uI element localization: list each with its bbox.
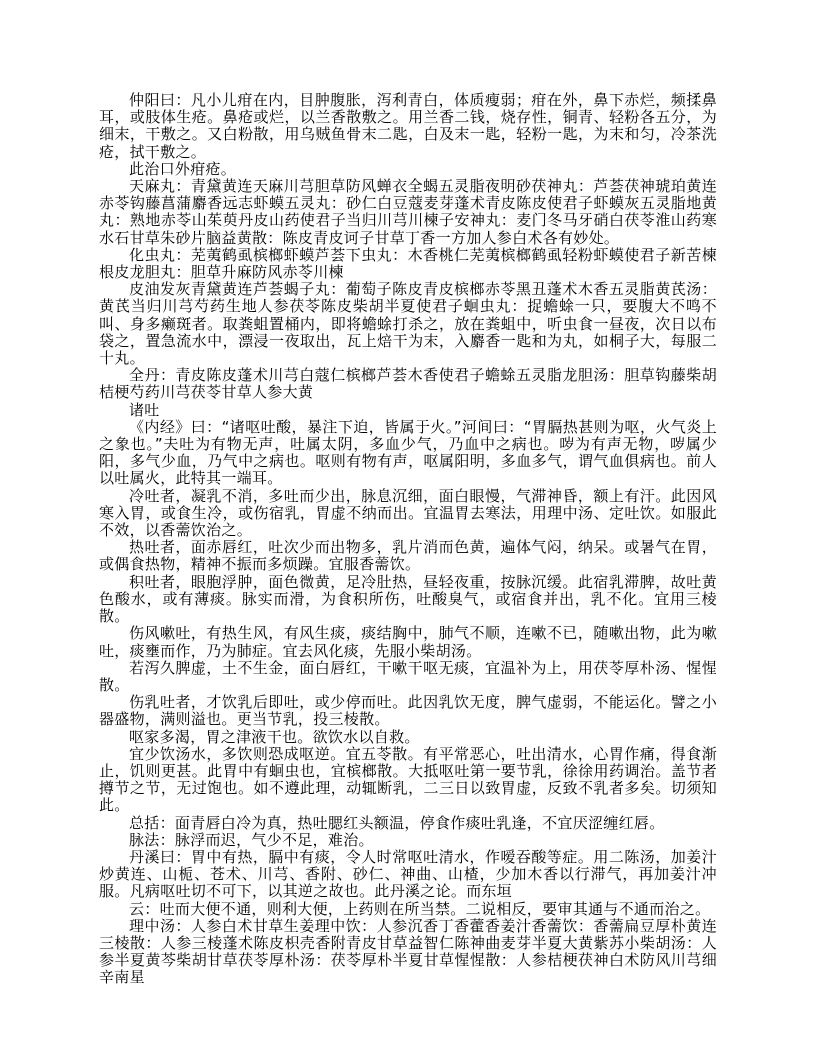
paragraph: 脉法：脉浮而迟，气少不足，难治。 — [129, 830, 374, 849]
paragraph: 《内经》曰：“诸呕吐酸，暴注下迫，皆属于火。”河间曰：“胃膈热甚则为呕，火气炎上之象也。”夫吐为有物无声，吐属太阴，多血少气，乃血中之病也。哕为有声无物，哕属少阳，多气少血，乃气中之病也。呕则有物有声，呕属阳明，多血多气，谓气血俱病也。前人以吐属火，此特其一端耳。 — [99, 417, 717, 488]
paragraph: 仲阳曰：凡小儿疳在内，目肿腹胀，泻利青白，体质瘦弱；疳在外，鼻下赤烂，频揉鼻耳，或肢体生疮。鼻疮或烂，以兰香散敷之。用兰香二钱，烧存性，铜青、轻粉各五分，为细末，干敷之。又白粉散，用乌贼鱼骨末二匙，白及末一匙，轻粉一匙，为末和匀，冷茶洗疮，拭干敷之。 — [99, 91, 717, 161]
paragraph: 皮油发灰青黛黄连芦荟蝎子丸：葡萄子陈皮青皮槟榔赤苓黑丑蓬术木香五灵脂黄芪汤：黄芪当归川芎芍药生地人参茯苓陈皮柴胡半夏使君子蛔虫丸：捉蟾蜍一只，要腹大不鸣不叫、身多癞斑者。取粪蛆置桶内，即将蟾蜍打杀之，放在粪蛆中，听虫食一昼夜，次日以布袋之，置急流水中，漂浸一夜取出，瓦上焙干为末，入麝香一匙和为丸，如桐子大，每服二十丸。 — [99, 280, 717, 368]
paragraph: 冷吐者，凝乳不消，多吐而少出，脉息沉细，面白眼慢，气滞神昏，额上有汗。此因风寒入胃，或食生冷，或伤宿乳，胃虚不纳而出。宜温胃去寒法，用理中汤、定吐饮。如服此不效，以香薷饮治之。 — [99, 486, 717, 540]
section-heading: 诸吐 — [129, 400, 160, 419]
paragraph: 伤乳吐者，才饮乳后即吐，或少停而吐。此因乳饮无度，脾气虚弱，不能运化。譬之小器盛物，满则溢也。更当节乳，投三棱散。 — [99, 693, 717, 729]
paragraph: 总括：面青唇白冷为真，热吐腮红头额温，停食作痰吐乳逢，不宜厌涩缠红唇。 — [129, 813, 665, 832]
paragraph: 化虫丸：芜荑鹤虱槟榔虾蟆芦荟下虫丸：木香桃仁芜荑槟榔鹤虱轻粉虾蟆使君子新苦楝根皮龙胆丸：胆草升麻防风赤苓川楝 — [99, 245, 717, 282]
paragraph: 云：吐而大便不通，则利大便，上药则在所当禁。二说相反，要审其通与不通而治之。 — [129, 899, 711, 918]
paragraph: 热吐者，面赤唇红，吐次少而出物多，乳片消而色黄，遍体气闷，纳呆。或暑气在胃，或偶食热物，精神不振而多烦躁。宜服香薷饮。 — [99, 538, 717, 574]
paragraph: 呕家多渴，胃之津液干也。欲饮水以自救。 — [129, 727, 420, 746]
paragraph: 全丹：青皮陈皮蓬术川芎白蔻仁槟榔芦荟木香使君子蟾蜍五灵脂龙胆汤：胆草钩藤柴胡桔梗芍药川芎茯苓甘草人参大黄 — [99, 366, 717, 402]
paragraph: 伤风嗽吐，有热生风，有风生痰，痰结胸中，肺气不顺，连嗽不已，随嗽出物，此为嗽吐，痰壅而作，乃为肺症。宜去风化痰，先服小柴胡汤。 — [99, 624, 717, 660]
paragraph: 丹溪曰：胃中有热，膈中有痰，令人时常呕吐清水，作嗳吞酸等症。用二陈汤，加姜汁炒黄连、山栀、苍术、川芎、香附、砂仁、神曲、山楂，少加木香以行滞气，再加姜汁冲服。凡病呕吐切不可下，以其逆之故也。此丹溪之论。而东垣 — [99, 847, 717, 901]
paragraph: 积吐者，眼胞浮肿，面色微黄，足冷肚热，昼轻夜重，按脉沉缓。此宿乳滞脾，故吐黄色酸水，或有薄痰。脉实而滑，为食积所伤，吐酸臭气，或宿食并出，乳不化。宜用三棱散。 — [99, 572, 717, 626]
paragraph: 若泻久脾虚，土不生金，面白唇红，干嗽干呕无痰，宜温补为上，用茯苓厚朴汤、惺惺散。 — [99, 658, 717, 694]
paragraph: 宜少饮汤水，多饮则恐成呕逆。宜五苓散。有平常恶心，吐出清水，心胃作痛，得食渐止，饥则更甚。此胃中有蛔虫也，宜槟榔散。大抵呕吐第一要节乳，徐徐用药调治。盖节者撙节之节，无过饱也。如不遵此理，动辄断乳，二三日以致胃虚，反致不乳者多矣。切须知此。 — [99, 744, 717, 815]
paragraph: 理中汤：人参白术甘草生姜理中饮：人参沉香丁香藿香姜汁香薷饮：香薷扁豆厚朴黄连三棱散：人参三棱蓬术陈皮枳壳香附青皮甘草益智仁陈神曲麦芽半夏大黄紫苏小柴胡汤：人参半夏黄芩柴胡甘草茯苓厚朴汤：茯苓厚朴半夏甘草惺惺散：人参桔梗茯神白术防风川芎细辛南星 — [99, 916, 717, 987]
paragraph: 此治口外疳疮。 — [129, 159, 237, 178]
paragraph: 天麻丸：青黛黄连天麻川芎胆草防风蝉衣全蝎五灵脂夜明砂茯神丸：芦荟茯神琥珀黄连赤苓钩藤菖蒲麝香远志虾蟆五灵丸：砂仁白豆蔻麦芽蓬术青皮陈皮使君子虾蟆灰五灵脂地黄丸：熟地赤苓山茱萸丹皮山药使君子当归川芎川楝子安神丸：麦门冬马牙硝白茯苓淮山药寒水石甘草朱砂片脑益黄散：陈皮青皮诃子甘草丁香一方加人参白术各有妙处。 — [99, 177, 717, 247]
